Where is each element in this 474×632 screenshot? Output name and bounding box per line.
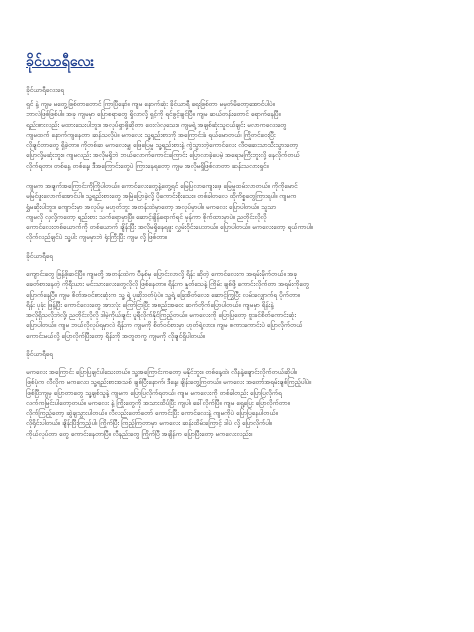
section-2-line: မမြင်ဖူးလောက်အောင်ပါ။ သူ့ရည်းစားတွေ အမြဲပြောခဲ့လို့ ပိုကောင်းစိုးသေး။ တစ်ခါတလေ ထိုကိစ္စတွေကြားရပါ။ ကျမက bbox=[26, 192, 297, 201]
section-4-line: ဖြစ်ပြီးကျမှ ပြောတာတွေ သူ့ချစ်သူနဲ့ ကျမက ပြောပြလိုက်ရတယ်၊ ကျမ မကလေးကို တစ်ခါတည်း ပြောပြလိုက်ရ bbox=[26, 388, 282, 397]
section-3-line: ရိန်း ပုခုံး ဖြန့်ပြီး ကောင်လေးတွေ အားလုံး ကြော်ငြာပြီး အစည်းအဝေး ဆက်တိုက်ပြောပါတယ်။ ကျမမှာ ရိန်းနဲ့ bbox=[26, 300, 274, 309]
section-3-heading: ခိုင်ယာရီရေ bbox=[26, 252, 53, 260]
section-3-body bbox=[26, 269, 450, 341]
section-1-line: လိုက်ရတာ၊ တစ်နေ့ တစ်နေ့၊ ဒီအကြောင်းတွေပဲ ကြားနေရတော့ ကျမ အလိုမရှိဖြစ်လာတာ ဆန်းသလားရှင်။ bbox=[26, 161, 269, 170]
section-1-line: ကျမထက် နောက်ကျနေတာ ဆန်သလိုပဲ။ မကလေး သူ့ရည်းစားကို အကြောင်းခံ ရယ်မောတယ်၊ ကြိုတင်ဝေးပြီး bbox=[26, 130, 276, 139]
section-1-line: လိုချင်တာတွေ ရှိခဲ့တာ။ ကိုတစ်ဆ မကလေးမျှ ဖြေပြေမှု သူ့ရည်းစားနဲ့ ကွဲသွားတဲ့ကောင်လေး လီဗဆေးသာသီးသွားတော့ bbox=[26, 141, 299, 150]
section-2-line: ရွှံမဆိုးပါဘူး။ ကျောင်းမှာ အလုပ်မှ မဟုတ်ဘူး အတန်းထဲမှာတော့ အလုပ်မှာပါ။ မကလေး ပြောပါတယ်။ သူသာ bbox=[26, 202, 276, 211]
section-2-line: ကျမလို လှလို့ကတော့ ရည်းစား သက်ရောမှာပြီ။ ဆောင့်ချိန်ရောက်ရင် မှန်ကာ စိုက်ထားမှာပဲ။ ညတိုင်းလိုလို bbox=[26, 212, 267, 221]
section-2-line: ကောင်လေးတစ်ယောက်ကို တစ်ယောက် ချိန်းပြီး အလိုမရှိနေရဖူး လွှမ်းဝိုင်းပေးတယ်။ ပြောပါတယ်။ မကလေးတော့ ရယ်ကာပါ။ bbox=[26, 223, 313, 232]
section-1-line: ပြောလို့မဆုံးဘူး။ ကျမလည်း အလိုမရှိဘဲ ဘယ်လောက်ကောင်းကြောင်း ပြောလာခဲ့ပေမဲ့ အရေးမကြီးဘူးလို့ နေလိုက်တယ် bbox=[26, 151, 300, 160]
section-2-line: ကျမက အချက်အကြောင်းကိုကြိုပါတယ်။ ကောင်လေးတွေနဲ့တွေ့ရင် မြေပြလာကျေးဖေ့ မြေမှုထမ်းလာတယ်။ ကိုကိုမောင် bbox=[26, 182, 298, 190]
section-4-body bbox=[26, 367, 450, 439]
section-1-heading: ခိုင်ယာရီလေးရေ bbox=[26, 86, 64, 94]
section-4-line: လိုရိုင်းပါတယ်။ ချိန်းပြီးကြည့်ပါ၊ ကြိုက်ပြီး ကြည့်ကြတာမှာ မကလေး ဆန်းထိမ်းကြောင့် ဒါပဲ လို့ ပြောလိုက်ပါ။ bbox=[26, 419, 272, 428]
section-3-line: ခေတ်စားနေတဲ့ ကိုရီးယား မင်းသားလေးတွေလိုလို ဖြစ်နေတာ။ ရိန်းက နှုတ်သေနဲ့ ကြိမ်း ချစ်ဖို့ ကောင်းလိုက်တာ အရမ်းကိုတွေ bbox=[26, 280, 309, 289]
section-4-heading: ခိုင်ယာရီရေ bbox=[26, 350, 53, 358]
section-2-body bbox=[26, 181, 450, 243]
document-title: ခိုင်ယာရီလေး bbox=[26, 54, 95, 70]
section-1-line: ရည်းစားလည်း မထားသေးပါဘူး။ အလုပ်ရှာဖို့ဆိုတာ ဝေးလံလှသေး။ ကျမရဲ့ အချစ်ဆုံးသူငယ်ချင်း မလာကလေးတွေ bbox=[26, 120, 287, 129]
section-3-line: ပြောက်နေပြီ။ ကျမ စိတ်အဝင်စားဆုံးက သူ့ ရဲ့ ပုဆိုးဝတ်ပုံပဲ။ သူ့ရဲ့ ခြေအိတ်လေး၊ ဆောင့်ကြွပြီး လမ်းလျှောက်ရ ပိုက်တာ။ bbox=[26, 290, 300, 299]
section-4-line: ကိုယ်လုပ်တာ တွေ ကောင်းနေတာပြီ။ လီနည်းတွေ ကြိုက်ပြီ အချိန်က ပြောပြီးတော့ မကလေးလည်း။ bbox=[26, 429, 253, 438]
section-3-line: ကောင်းမယ်လို့ ပြောလိုက်ပြီးတော့ ရိန်းကို အတူတကွ ကျမကို လိုချင်ရှိပါတယ်။ bbox=[26, 331, 205, 340]
section-4-line: မကလေး အကြောင်း ပြောပြချင်ပါသေးတယ်။ သူ့အကြောင်းကတော့ မနိုင်ဘူး။ တစ်နေ့ထဲ၊ လီနနဲ့ချောင်းလိုက်တယ်ဆိုပါ။ bbox=[26, 368, 297, 376]
section-2-line: လိုက်လည်ချင်ပဲ သူ့ပါး ကျမမှာဘဲ ရုံးကြီးပြီး ကျမ လို့ ဖြစ်တာ။ bbox=[26, 233, 167, 242]
section-3-line: ကျောင်းတွေ ဖြန့်ဖိုဆင်ပြီ။ ကျမတို့ အတန်းထဲက ပီနစ်မှ ပြောင်းလာလို့ ရိန်း ဆိုတဲ့ ကောင်လေးက အရမ်းမိုက်တယ်။ အခု bbox=[26, 270, 297, 278]
section-4-line: လက်ကမြင်းပါတော့တယ်။ မကလေး နဲ့ ကြိုးတွေကို အသားထိပ်ပြီး ကျပါ၊ ခေါ်လိုက်ပြီ။ ကျမ ရှေ့ပြေး ပြောလိုက်တာ။ bbox=[26, 398, 290, 407]
section-1-body bbox=[26, 99, 450, 171]
section-4-line: လိုက်ကြည့်တော့ ဆွဲချသွားပါတယ်။ လီလည်းတော်တော် ကောင်းပြီး ကောင်လေးနဲ့ ကျမကိုပဲ ပြောပြနေပါတယ်။ bbox=[26, 409, 278, 418]
section-4-line: ဖြစ်ပုံက လီလိုက မကလေး၊ သူ့ရည်းစားအသစ် ချစ်ပြီးနောက်၊ ဒီနေ့၊ ချိန်းတွေ့ကြတယ်။ မကလေး အတော်အရမ်းချစ်ကြည့်ပါပဲ။ bbox=[26, 378, 312, 387]
section-1-line: ရှင် နဲ့ ကျမ မတွေ့ဖြစ်တာတောင် ကြာပြီနော်။ ကျမ နောက်ဆုံး ခိုင်ယာရီ ရေးဖြစ်တာ မမှတ်မိတော့အောင်ပါပဲ။ bbox=[26, 100, 275, 108]
section-1-line: ဘာလဲဖြစ်ဖြစ်ပါ။ အခု ကျမမှာ ပြောစရာတွေ ရှိလာလို့ ရှင့်ကို ရင်ဖွင့်ချင်ပြီ။ ကျမ ဆယ်တန်းတောင် ရောက်နေပြီ။ bbox=[26, 110, 281, 119]
section-3-line: အလိုရှိသလိုဘဲလို့၊ ညတိုင်းလိုလို ဒါမဲ့ကိုယ်ချင်း ပူရီလိုက်နိုင်ကြည့်တယ်။ မကလေးကို ပြောပြတော့ ဗူးခင်စိတ်ကောင်းဆုံး bbox=[26, 311, 296, 320]
section-3-line: ပြောပါတယ်။ ကျမ ဘယ်လိုလုပ်ရမှာလဲ ရိန်းက ကျမကို စိတ်ဝင်စားမှာ ဟုတ်ရဲ့လား။ ကျမ စကားကောင်းပဲ ပြောလိုက်တယ် bbox=[26, 321, 303, 330]
